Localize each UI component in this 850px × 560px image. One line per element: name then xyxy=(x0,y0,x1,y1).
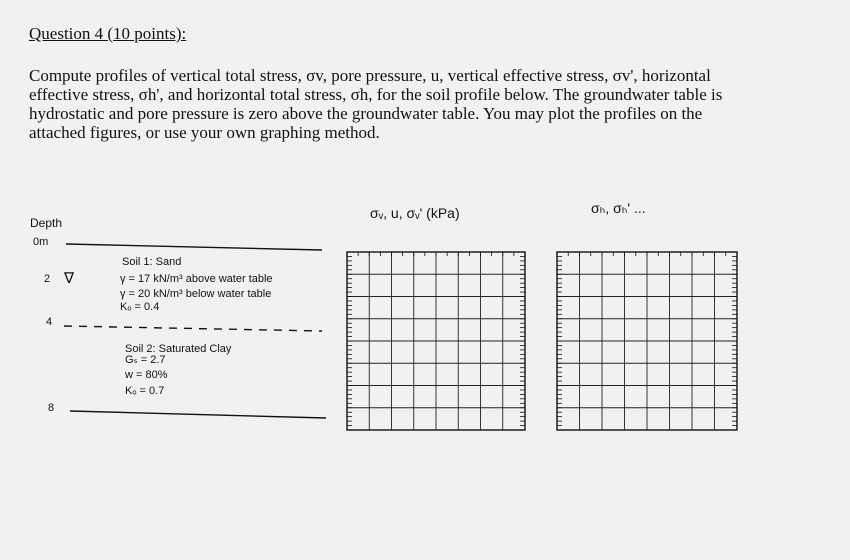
right-plot-title: σₕ, σₕ' ... xyxy=(591,200,646,216)
left-plot-grid[interactable] xyxy=(343,248,529,434)
soil1-name: Soil 1: Sand xyxy=(122,256,182,268)
layer-boundary-line xyxy=(64,326,322,331)
depth-axis-label: Depth xyxy=(30,216,63,230)
question-body: Compute profiles of vertical total stress, σv, pore pressure, u, vertical effective stress, σv', horizontal effective stress, σh', and horizontal total stress, σh, for the soil profile below. The groundwater table is hydrostatic and pore pressure is zero above the groundwater table. You may plot the profiles on the attached figures, or use your own graphing method. xyxy=(29,66,723,142)
surface-line xyxy=(66,244,322,250)
soil2-gs: Gₛ = 2.7 xyxy=(125,354,166,366)
depth-tick-4: 4 xyxy=(46,316,53,328)
soil2-w: w = 80% xyxy=(125,369,168,381)
profile-lines xyxy=(0,0,340,430)
right-plot-grid[interactable] xyxy=(553,248,741,434)
soil1-ko: Kₒ = 0.4 xyxy=(120,301,160,313)
depth-tick-0: 0m xyxy=(33,236,49,248)
water-table-icon: ∇ xyxy=(64,270,75,287)
soil2-name: Soil 2: Saturated Clay xyxy=(125,343,232,355)
soil1-gamma-below: γ = 20 kN/m³ below water table xyxy=(120,288,272,300)
soil1-gamma-above: γ = 17 kN/m³ above water table xyxy=(120,273,273,285)
left-plot-title: σᵥ, u, σᵥ' (kPa) xyxy=(370,205,460,221)
question-title: Question 4 (10 points): xyxy=(29,24,187,43)
bottom-line xyxy=(70,411,326,418)
depth-tick-8: 8 xyxy=(48,402,55,414)
soil2-ko: Kₒ = 0.7 xyxy=(125,385,165,397)
depth-tick-2: 2 xyxy=(44,273,51,285)
